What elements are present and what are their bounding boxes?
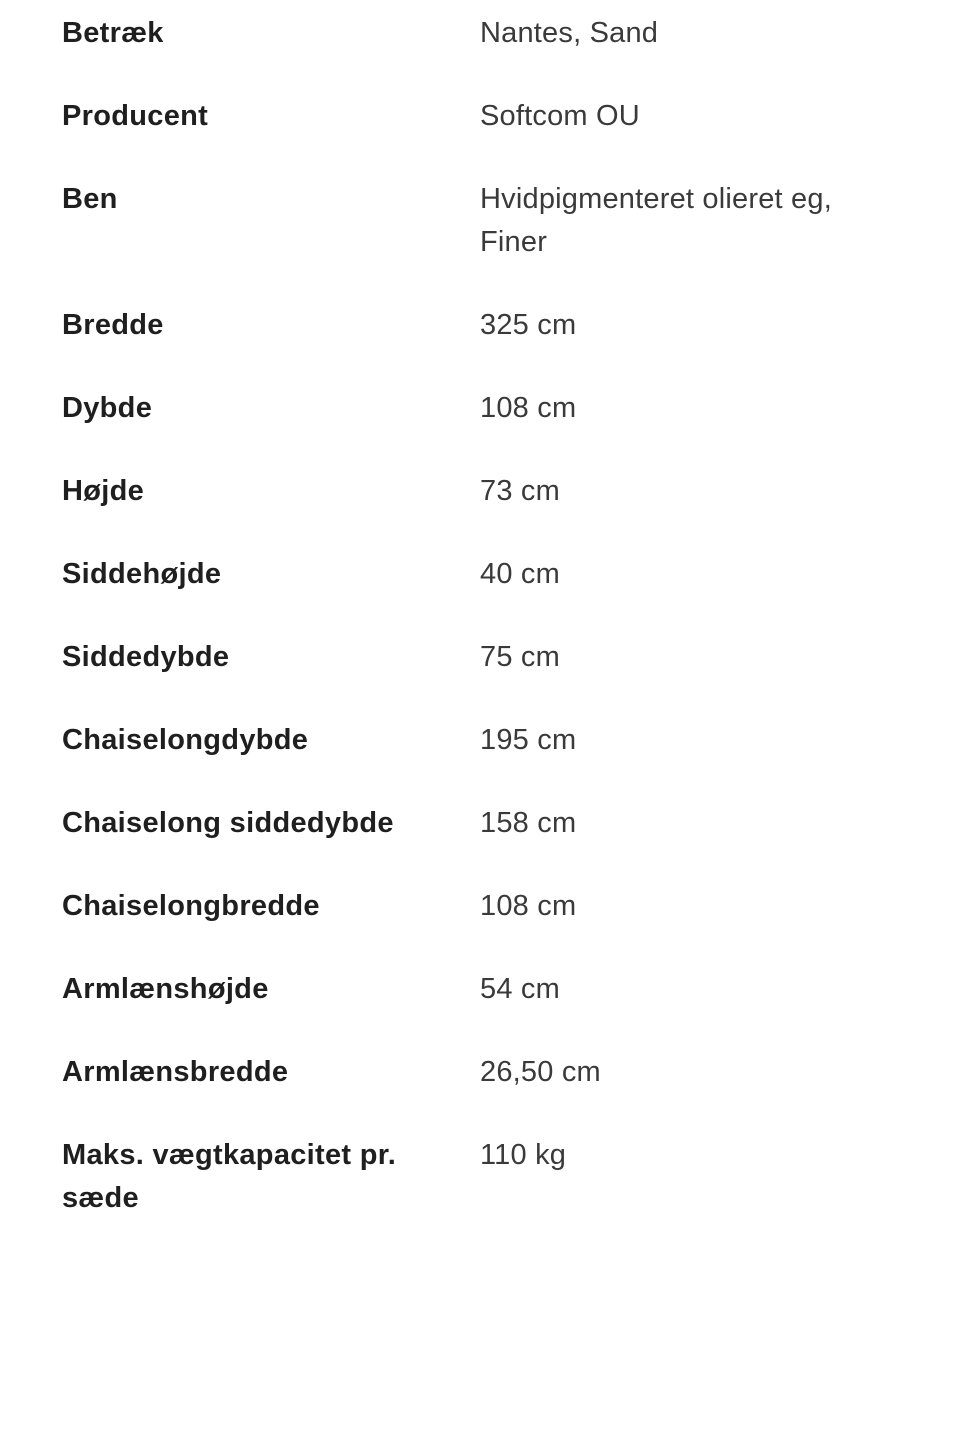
spec-row [62, 450, 898, 533]
spec-value: 158 cm [480, 807, 577, 839]
spec-row [62, 75, 898, 158]
spec-row [62, 1031, 898, 1114]
spec-row [62, 699, 898, 782]
spec-row [62, 782, 898, 865]
spec-label: Chaiselongbredde [62, 890, 320, 922]
spec-row [62, 367, 898, 450]
spec-row [62, 533, 898, 616]
spec-value: 54 cm [480, 973, 560, 1005]
spec-label: Armlænshøjde [62, 973, 269, 1005]
spec-row [62, 616, 898, 699]
spec-value: Hvidpigmenteret olieret eg, Finer [480, 183, 832, 258]
spec-row [62, 158, 898, 284]
spec-label: Siddedybde [62, 641, 230, 673]
spec-row [62, 865, 898, 948]
spec-label: Producent [62, 100, 209, 132]
spec-value: 195 cm [480, 724, 577, 756]
spec-label: Chaiselong siddedybde [62, 807, 394, 839]
spec-label: Armlænsbredde [62, 1056, 289, 1088]
spec-value: Softcom OU [480, 100, 640, 132]
spec-row [62, 0, 898, 75]
spec-label: Chaiselongdybde [62, 724, 309, 756]
spec-label: Bredde [62, 309, 164, 341]
spec-value: Nantes, Sand [480, 17, 659, 49]
spec-label: Siddehøjde [62, 558, 222, 590]
spec-value: 40 cm [480, 558, 560, 590]
spec-value: 26,50 cm [480, 1056, 601, 1088]
spec-value: 325 cm [480, 309, 577, 341]
spec-label: Højde [62, 475, 145, 507]
spec-value: 110 kg [480, 1139, 567, 1171]
spec-value: 108 cm [480, 890, 577, 922]
spec-label: Dybde [62, 392, 153, 424]
spec-label: Betræk [62, 17, 164, 49]
spec-row [62, 948, 898, 1031]
spec-value: 108 cm [480, 392, 577, 424]
spec-label: Maks. vægtkapacitet pr. sæde [62, 1139, 397, 1214]
spec-row [62, 284, 898, 367]
specifications-table [62, 0, 898, 1240]
spec-value: 73 cm [480, 475, 560, 507]
spec-label: Ben [62, 183, 118, 215]
spec-value: 75 cm [480, 641, 560, 673]
spec-row [62, 1114, 898, 1240]
